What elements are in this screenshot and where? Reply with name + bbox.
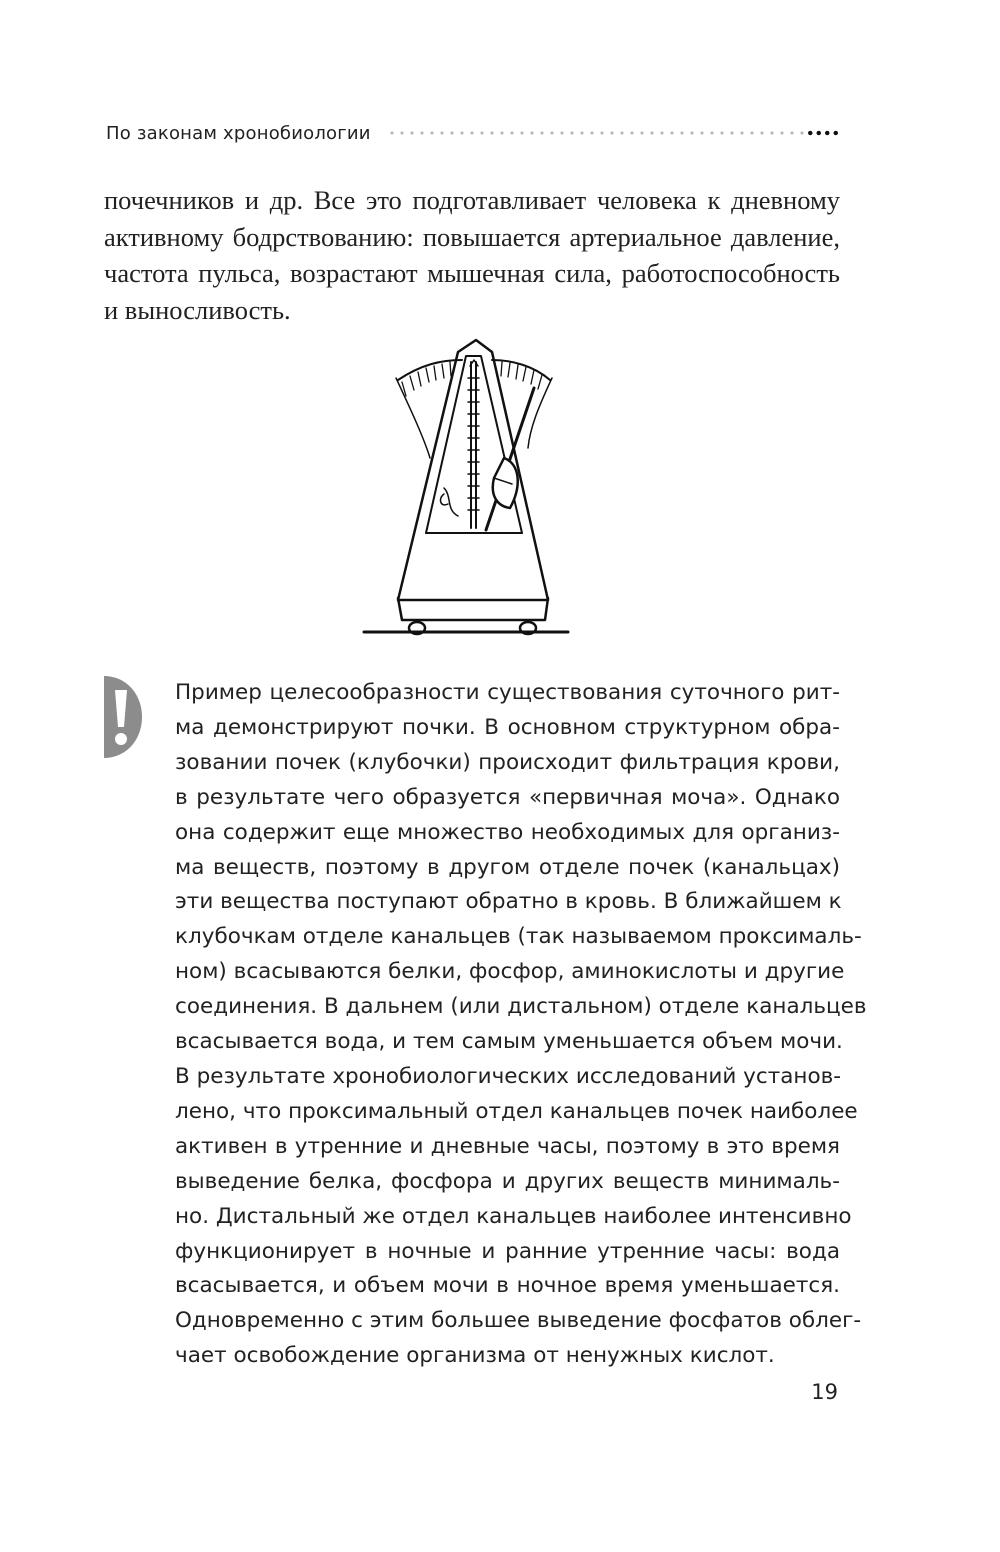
note-line: но. Дистальный же отдел канальцев наиболее интенсивно (175, 1203, 852, 1229)
intro-paragraph: почечников и др. Все это подготавливает человека к дневному активному бодрствованию: повышается артериальное давление, частота пульса, возрастают мышечная сила, работоспособность и выносливость. (104, 185, 840, 325)
note-line: активен в утренние и дневные часы, поэтому в это время (175, 1133, 840, 1159)
note-line: в результате чего образуется «первичная моча». Однако (175, 784, 840, 810)
exclamation-icon (104, 676, 142, 758)
page-number: 19 (811, 1380, 838, 1404)
note-line: ма демонстрируют почки. В основном структурном обра- (175, 714, 840, 740)
note-line: Пример целесообразности существования суточного рит- (175, 680, 840, 705)
note-line: ма веществ, поэтому в другом отделе почек (канальцах) (175, 854, 840, 880)
note-line: чает освобождение организма от ненужных кислот. (175, 1343, 775, 1369)
note-line: лено, что проксимальный отдел канальцев почек наиболее (175, 1098, 858, 1124)
note-line: эти вещества поступают обратно в кровь. В ближайшем к (175, 889, 842, 915)
note-line: зовании почек (клубочки) происходит фильтрация крови, (175, 749, 840, 775)
note-line: клубочкам отделе канальцев (так называемом проксималь- (175, 924, 862, 950)
note-line: В результате хронобиологических исследований установ- (175, 1063, 842, 1089)
note-line: всасывается вода, и тем самым уменьшается объем мочи. (175, 1029, 843, 1055)
metronome-base (398, 598, 548, 620)
header-dot-leader (387, 130, 806, 136)
note-line: она содержит еще множество необходимых для организ- (175, 819, 840, 845)
header-dot-leader-end (806, 130, 840, 136)
note-line: функционирует в ночные и ранние утренние часы: вода (175, 1238, 840, 1264)
metronome-weight (493, 458, 518, 508)
running-title: По законам хронобиологии (106, 122, 371, 144)
note-line: выведение белка, фосфора и других веществ минималь- (175, 1168, 840, 1194)
metronome-body (398, 340, 548, 600)
note-line: соединения. В дальнем (или дистальном) отделе канальцев (175, 994, 867, 1020)
metronome-illustration (362, 338, 570, 640)
note-line: Одновременно с этим большее выведение фосфатов облег- (175, 1308, 862, 1334)
attention-note (175, 676, 867, 1374)
note-line: всасывается, и объем мочи в ночное время уменьшается. (175, 1273, 840, 1299)
note-line: ном) всасываются белки, фосфор, аминокислоты и другие (175, 959, 845, 985)
running-header (106, 118, 840, 148)
